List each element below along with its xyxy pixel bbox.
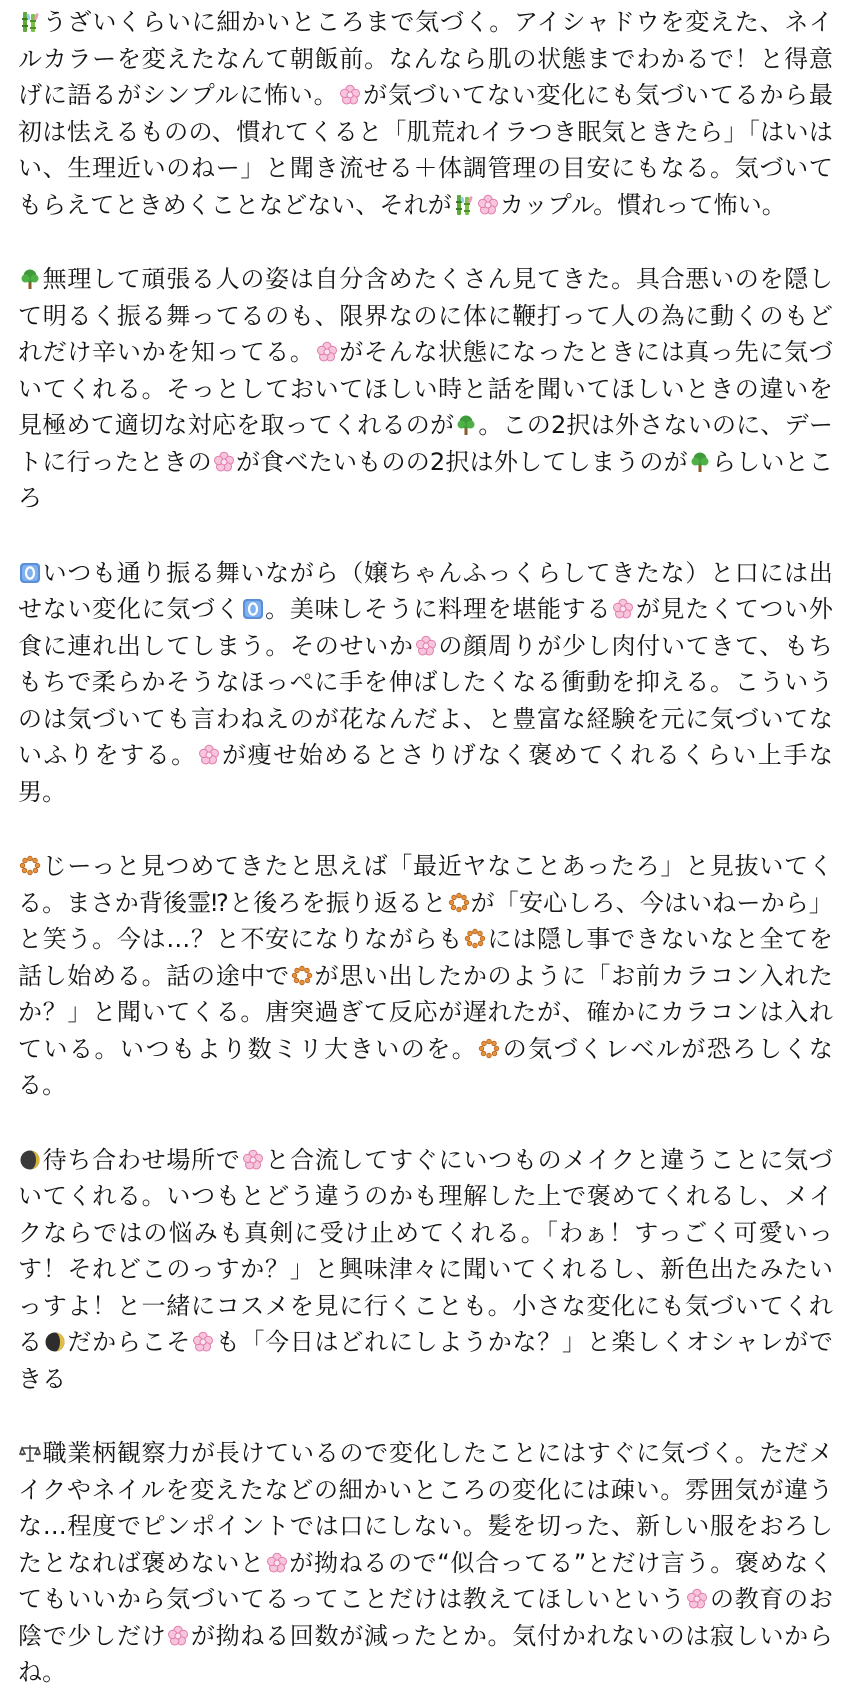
paragraph-text: の教育のお陰で少しだけ — [18, 1585, 833, 1650]
flower-icon — [612, 598, 634, 620]
paragraph-text: には隠し事できないなと全てを話し始める。話の途中で — [18, 925, 833, 990]
paragraph — [18, 1142, 833, 1398]
paragraph-text: と合流してすぐにいつものメイクと違うことに気づいてくれる。いつもとどう違うのかも理解した上で褒めてくれるし、メイクならではの悩みも真剣に受け止めてくれる。「わぁ！すっごく可愛いっす！それどこのっすか？」と興味津々に聞いてくれるし、新色出たみたいっすよ！と一緒にコスメを見に行くことも。小さな変化にも気づいてくれる — [18, 1145, 833, 1356]
paragraph-text: が拗ねるので“似合ってる”とだけ言う。褒めなくてもいいから気づいてるってことだけは教えてほしいという — [18, 1548, 834, 1613]
paragraph — [18, 555, 833, 811]
bamboo-icon — [19, 11, 41, 33]
paragraph-text: らしいところ — [18, 447, 833, 512]
flower-icon — [242, 1149, 264, 1171]
prayer-beads-icon — [448, 892, 470, 914]
paragraph-text: が拗ねる回数が減ったとか。気付かれないのは寂しいからね。 — [18, 1621, 833, 1686]
paragraph-text: も「今日はどれにしようかな？」と楽しくオシャレができる — [18, 1328, 834, 1393]
paragraph-text: が見たくてつい外食に連れ出してしまう。そのせいか — [18, 595, 833, 660]
flower-icon — [477, 194, 499, 216]
paragraph-text: 待ち合わせ場所で — [42, 1145, 241, 1174]
paragraph — [18, 4, 833, 223]
flower-icon — [415, 635, 437, 657]
new-moon-icon — [19, 1149, 41, 1171]
prayer-beads-icon — [291, 965, 313, 987]
crescent-moon-icon — [44, 1331, 66, 1353]
paragraph-text: だからこそ — [66, 1328, 192, 1356]
paragraph — [18, 848, 833, 1104]
flower-icon — [192, 1331, 214, 1353]
scales-icon — [19, 1442, 41, 1464]
flower-icon — [167, 1625, 189, 1647]
flower-icon — [198, 744, 220, 766]
paragraph-text: 。美味しそうに料理を堪能する — [264, 595, 612, 623]
paragraph — [18, 1435, 833, 1691]
tree-icon — [689, 451, 711, 473]
paragraph-text: いつも通り振る舞いながら（嬢ちゃんふっくらしてきたな）と口には出せない変化に気づく — [18, 558, 833, 623]
bamboo-icon — [453, 194, 475, 216]
paragraph — [18, 261, 833, 517]
paragraph-text: が食べたいものの2択は外してしまうのが — [235, 447, 688, 476]
flower-icon — [339, 84, 361, 106]
prayer-beads-icon — [478, 1038, 500, 1060]
flower-icon — [213, 451, 235, 473]
flower-icon — [686, 1588, 708, 1610]
tree-icon — [19, 268, 41, 290]
prayer-beads-icon — [464, 928, 486, 950]
paragraph-text: がそんな状態になったときには真っ先に気づいてくれる。そっとしておいてほしい時と話を聞いてほしいときの違いを見極めて適切な対応を取ってくれるのが — [18, 338, 833, 439]
prayer-beads-icon — [19, 855, 41, 877]
zero-keycap-icon — [19, 562, 41, 584]
paragraph-text: 無理して頑張る人の姿は自分含めたくさん見てきた。具合悪いのを隠して明るく振る舞ってるのも、限界なのに体に鞭打って人の為に動くのもどれだけ辛いかを知ってる。 — [18, 265, 833, 366]
paragraph-text: が「安心しろ、今はいねーから」と笑う。今は…？と不安になりながらも — [18, 888, 834, 953]
paragraph-text: 。この2択は外さないのに、デートに行ったときの — [18, 411, 833, 476]
paragraph-text: の気づくレベルが恐ろしくなる。 — [18, 1034, 833, 1099]
paragraph-text: が痩せ始めるとさりげなく褒めてくれるくらい上手な男。 — [18, 741, 834, 806]
paragraph-text: カップル。慣れって怖い。 — [499, 190, 786, 219]
paragraph-text: が思い出したかのように「お前カラコン入れたか？」と聞いてくる。唐突過ぎて反応が遅れたが、確かにカラコンは入れている。いつもより数ミリ大きいのを。 — [18, 961, 833, 1063]
paragraph-text: じーっと見つめてきたと思えば「最近ヤなことあったろ」と見抜いてくる。まさか背後霊⁉と後ろを振り返ると — [18, 852, 833, 917]
tree-icon — [455, 414, 477, 436]
flower-icon — [316, 341, 338, 363]
paragraph-text: が気づいてない変化にも気づいてるから最初は怯えるものの、慣れてくると「肌荒れイラつき眠気ときたら」「はいはい、生理近いのねー」と聞き流せる＋体調管理の目安にもなる。気づいてもらえてときめくことなどない、それが — [18, 81, 833, 219]
flower-icon — [266, 1552, 288, 1574]
paragraph-text: うざいくらいに細かいところまで気づく。アイシャドウを変えた、ネイルカラーを変えたなんて朝飯前。なんなら肌の状態までわかるで！と得意げに語るがシンプルに怖い。 — [18, 8, 833, 109]
paragraph-text: 職業柄観察力が長けているので変化したことにはすぐに気づく。ただメイクやネイルを変えたなどの細かいところの変化には疎い。雰囲気が違うな…程度でピンポイントでは口にしない。髪を切った、新しい服をおろしたとなれば褒めないと — [18, 1439, 833, 1577]
zero-keycap-icon — [242, 598, 264, 620]
paragraph-text: の顔周りが少し肉付いてきて、もちもちで柔らかそうなほっぺに手を伸ばしたくなる衝動を抑える。こういうのは気づいても言わねえのが花なんだよ、と豊富な経験を元に気づいてないふりをする。 — [18, 631, 833, 769]
